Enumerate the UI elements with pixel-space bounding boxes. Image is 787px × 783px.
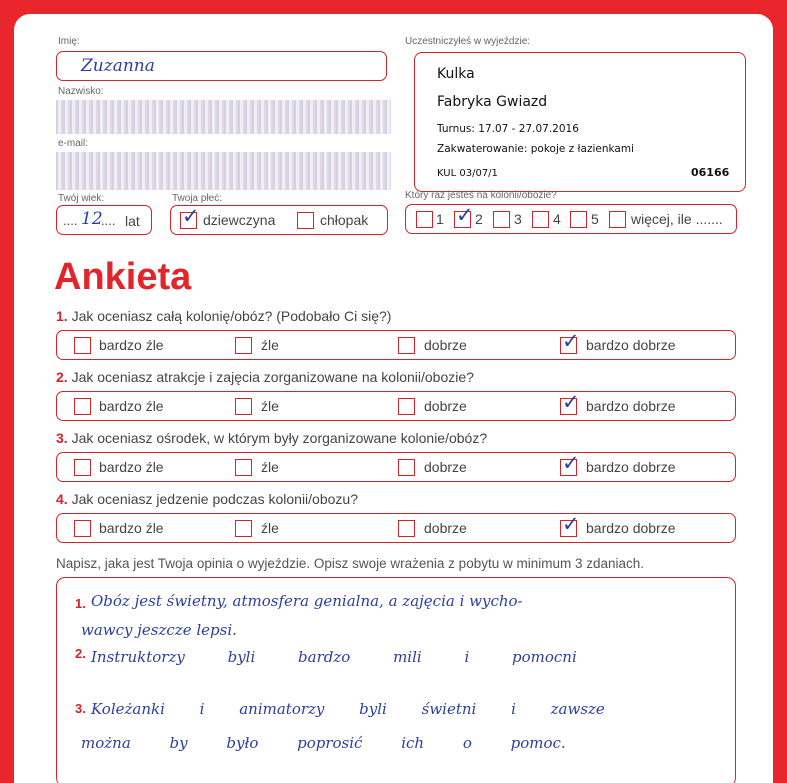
q1-checkbox-very-good[interactable] bbox=[560, 337, 577, 354]
q2-option-very-good: bardzo dobrze bbox=[586, 398, 676, 414]
q4-checkbox-very-bad[interactable] bbox=[74, 520, 91, 537]
question-1-text: Jak oceniasz całą kolonię/obóz? (Podobało Ci się?) bbox=[71, 308, 392, 324]
times-field bbox=[405, 204, 737, 234]
q1-option-good: dobrze bbox=[424, 337, 467, 353]
q4-checkbox-good[interactable] bbox=[398, 520, 415, 537]
q3-option-very-good: bardzo dobrze bbox=[586, 459, 676, 475]
opinion-line-3: Instruktorzy byli bardzo mili i pomocni bbox=[91, 648, 577, 666]
gender-checkbox-girl[interactable] bbox=[180, 212, 197, 229]
q4-option-very-good: bardzo dobrze bbox=[586, 520, 676, 536]
tour-line2: Fabryka Gwiazd bbox=[437, 94, 548, 110]
times-label: Który raz jesteś na kolonii/obozie? bbox=[405, 190, 557, 201]
tour-box bbox=[414, 52, 746, 192]
times-checkbox-4[interactable] bbox=[532, 211, 549, 228]
q2-checkbox-very-good[interactable] bbox=[560, 398, 577, 415]
question-3-options bbox=[56, 452, 736, 482]
q1-checkbox-good[interactable] bbox=[398, 337, 415, 354]
gender-checkbox-boy[interactable] bbox=[297, 212, 314, 229]
times-option-4: 4 bbox=[553, 211, 561, 227]
age-value: 12 bbox=[81, 209, 103, 229]
question-4-text: Jak oceniasz jedzenie podczas kolonii/obozu? bbox=[71, 491, 358, 507]
q2-checkbox-very-bad[interactable] bbox=[74, 398, 91, 415]
q2-checkbox-bad[interactable] bbox=[235, 398, 252, 415]
q1-option-very-good: bardzo dobrze bbox=[586, 337, 676, 353]
survey-sheet bbox=[14, 14, 773, 783]
question-1-number: 1. bbox=[56, 308, 68, 324]
gender-option-girl: dziewczyna bbox=[203, 212, 276, 228]
question-2-number: 2. bbox=[56, 369, 68, 385]
question-3-number: 3. bbox=[56, 430, 68, 446]
question-3-text: Jak oceniasz ośrodek, w którym były zorganizowane kolonie/obóz? bbox=[71, 430, 488, 446]
tour-code: KUL 03/07/1 bbox=[437, 168, 498, 179]
times-checkbox-more[interactable] bbox=[609, 211, 626, 228]
q4-option-very-bad: bardzo źle bbox=[99, 520, 164, 536]
tour-turnus: Turnus: 17.07 - 27.07.2016 bbox=[437, 123, 579, 135]
times-checkbox-2[interactable] bbox=[454, 211, 471, 228]
age-dots-before: .... bbox=[63, 213, 78, 228]
opinion-line-4: Koleżanki i animatorzy byli świetni i zawsze bbox=[91, 700, 605, 718]
first-name-field[interactable] bbox=[56, 51, 387, 81]
times-option-3: 3 bbox=[514, 211, 522, 227]
opinion-number-1: 1. bbox=[75, 596, 86, 611]
tour-accommodation: Zakwaterowanie: pokoje z łazienkami bbox=[437, 143, 634, 155]
opinion-number-3: 3. bbox=[75, 701, 86, 716]
age-label: Twój wiek: bbox=[58, 193, 105, 204]
gender-option-boy: chłopak bbox=[320, 212, 369, 228]
last-name-label: Nazwisko: bbox=[58, 86, 104, 97]
times-checkbox-5[interactable] bbox=[570, 211, 587, 228]
times-checkbox-3[interactable] bbox=[493, 211, 510, 228]
tour-line1: Kulka bbox=[437, 66, 475, 82]
opinion-line-2: wawcy jeszcze lepsi. bbox=[81, 621, 237, 639]
opinion-number-2: 2. bbox=[75, 646, 86, 661]
age-unit: lat bbox=[125, 213, 140, 229]
times-option-more: więcej, ile ....... bbox=[631, 211, 723, 227]
q2-option-bad: źle bbox=[261, 398, 279, 414]
question-2 bbox=[56, 369, 474, 385]
times-option-1: 1 bbox=[436, 211, 444, 227]
q3-option-good: dobrze bbox=[424, 459, 467, 475]
question-4-options bbox=[56, 513, 736, 543]
question-4-number: 4. bbox=[56, 491, 68, 507]
q1-option-bad: źle bbox=[261, 337, 279, 353]
survey-title: Ankieta bbox=[54, 256, 192, 298]
question-2-options bbox=[56, 391, 736, 421]
first-name-label: Imię: bbox=[58, 36, 80, 47]
opinion-field[interactable] bbox=[56, 577, 736, 783]
times-option-2: 2 bbox=[475, 211, 483, 227]
age-dots-after: .... bbox=[101, 213, 116, 228]
q1-checkbox-bad[interactable] bbox=[235, 337, 252, 354]
q1-option-very-bad: bardzo źle bbox=[99, 337, 164, 353]
q3-checkbox-very-bad[interactable] bbox=[74, 459, 91, 476]
q4-checkbox-bad[interactable] bbox=[235, 520, 252, 537]
q2-option-very-bad: bardzo źle bbox=[99, 398, 164, 414]
gender-label: Twoja płeć: bbox=[172, 193, 223, 204]
question-1-options bbox=[56, 330, 736, 360]
question-3 bbox=[56, 430, 487, 446]
times-option-5: 5 bbox=[591, 211, 599, 227]
question-2-text: Jak oceniasz atrakcje i zajęcia zorganizowane na kolonii/obozie? bbox=[71, 369, 474, 385]
q3-option-bad: źle bbox=[261, 459, 279, 475]
q4-checkbox-very-good[interactable] bbox=[560, 520, 577, 537]
first-name-value: Zuzanna bbox=[81, 56, 155, 76]
q2-checkbox-good[interactable] bbox=[398, 398, 415, 415]
last-name-redacted bbox=[56, 100, 391, 134]
q2-option-good: dobrze bbox=[424, 398, 467, 414]
email-redacted bbox=[56, 152, 391, 190]
email-label: e-mail: bbox=[58, 138, 89, 149]
question-1 bbox=[56, 308, 391, 324]
tour-number: 06166 bbox=[691, 166, 730, 179]
times-checkbox-1[interactable] bbox=[416, 211, 433, 228]
q3-option-very-bad: bardzo źle bbox=[99, 459, 164, 475]
tour-label: Uczestniczyłeś w wyjeździe: bbox=[405, 36, 531, 47]
q4-option-good: dobrze bbox=[424, 520, 467, 536]
gender-field bbox=[170, 205, 388, 235]
q3-checkbox-very-good[interactable] bbox=[560, 459, 577, 476]
opinion-line-5: można by było poprosić ich o pomoc. bbox=[81, 734, 566, 752]
q3-checkbox-bad[interactable] bbox=[235, 459, 252, 476]
question-4 bbox=[56, 491, 358, 507]
age-field[interactable] bbox=[56, 205, 152, 235]
opinion-prompt: Napisz, jaka jest Twoja opinia o wyjeździe. Opisz swoje wrażenia z pobytu w minimum 3 zdaniach. bbox=[56, 556, 645, 571]
opinion-line-1: Obóz jest świetny, atmosfera genialna, a zajęcia i wycho- bbox=[91, 592, 523, 610]
q1-checkbox-very-bad[interactable] bbox=[74, 337, 91, 354]
q3-checkbox-good[interactable] bbox=[398, 459, 415, 476]
q4-option-bad: źle bbox=[261, 520, 279, 536]
